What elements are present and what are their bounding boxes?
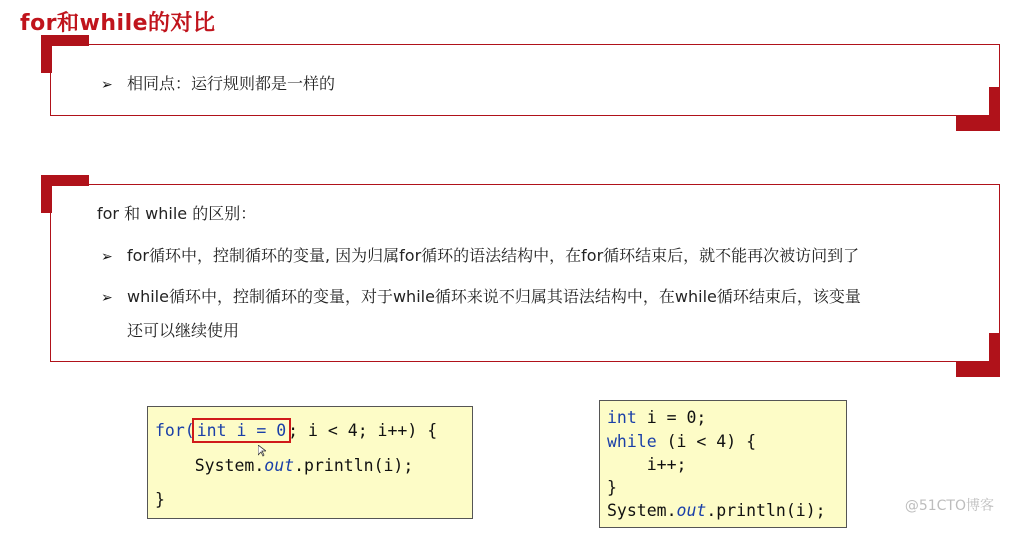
mouse-cursor-icon bbox=[258, 445, 266, 457]
box-corner-decoration bbox=[41, 175, 89, 213]
arrow-bullet-icon: ➢ bbox=[101, 290, 113, 306]
similarity-box bbox=[50, 44, 1000, 116]
similarity-item: ➢ 相同点：运行规则都是一样的 bbox=[101, 72, 335, 97]
difference-item-continuation: 还可以继续使用 bbox=[127, 321, 240, 340]
code-line: int i = 0; bbox=[607, 408, 707, 427]
arrow-bullet-icon: ➢ bbox=[101, 77, 113, 93]
highlighted-declaration: int i = 0 bbox=[192, 418, 291, 443]
code-line: i++; bbox=[607, 455, 687, 474]
difference-box bbox=[50, 184, 1000, 362]
while-code-block bbox=[599, 400, 847, 528]
difference-heading: for 和 while 的区别： bbox=[97, 204, 257, 223]
box-corner-decoration bbox=[956, 87, 1000, 131]
difference-item: ➢ while循环中，控制循环的变量，对于while循环来说不归属其语法结构中，在while循环结束后，该变量 bbox=[101, 285, 861, 310]
code-line: } bbox=[155, 490, 165, 509]
code-line: } bbox=[607, 478, 617, 497]
code-line: System.out.println(i); bbox=[155, 456, 414, 475]
box-corner-decoration bbox=[41, 35, 89, 73]
box-corner-decoration bbox=[956, 333, 1000, 377]
code-line: while (i < 4) { bbox=[607, 432, 757, 451]
watermark: @51CTO博客 bbox=[904, 498, 994, 514]
slide-title: for和while的对比 bbox=[20, 11, 216, 36]
arrow-bullet-icon: ➢ bbox=[101, 249, 113, 265]
code-line: for( int i = 0 ; i < 4; i++) { bbox=[155, 421, 437, 440]
difference-item: ➢ for循环中，控制循环的变量, 因为归属for循环的语法结构中，在for循环结束后，就不能再次被访问到了 bbox=[101, 244, 859, 269]
code-line: System.out.println(i); bbox=[607, 501, 826, 520]
for-code-block bbox=[147, 406, 473, 519]
